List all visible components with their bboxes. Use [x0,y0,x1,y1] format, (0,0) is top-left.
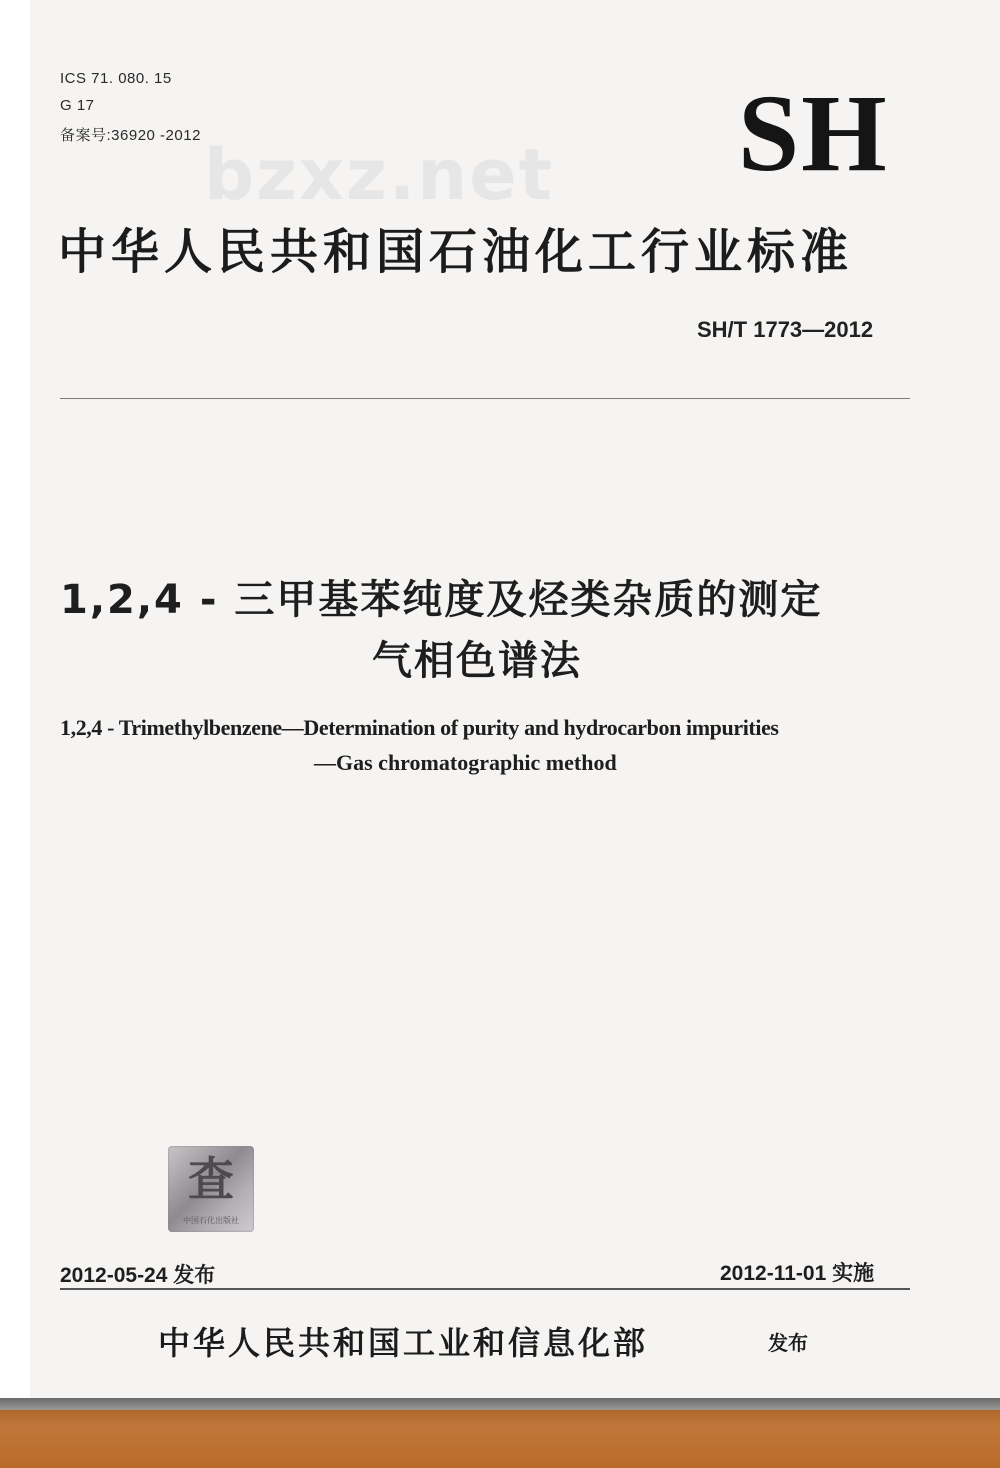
chinese-title-line1: 1,2,4 - 三甲基苯纯度及烃类杂质的测定 [60,577,823,623]
anti-counterfeit-seal [168,1146,254,1232]
watermark-text: bzxz.net [204,134,555,216]
header-divider [60,398,910,399]
ccs-code: G 17 [60,97,95,114]
seal-text: 中国石化出版社 [183,1216,239,1225]
implement-date: 2012-11-01 实施 [720,1262,875,1285]
page-margin [0,0,30,1398]
ics-code: ICS 71. 080. 15 [60,70,172,87]
filing-number: 备案号:36920 -2012 [60,127,201,144]
standard-number: SH/T 1773—2012 [697,317,874,342]
page-edge-shadow [0,1398,1000,1410]
seal-character: 査 [188,1152,234,1206]
issuing-authority: 中华人民共和国工业和信息化部 [158,1324,649,1362]
chinese-title-line2: 气相色谱法 [372,638,582,684]
issuer-suffix: 发布 [768,1331,808,1355]
publish-date: 2012-05-24 发布 [60,1264,216,1287]
sh-logo: SH [738,72,889,194]
english-title-line1: 1,2,4 - Trimethylbenzene—Determination of purity and hydrocarbon impurities [60,715,779,740]
industry-standard-title: 中华人民共和国石油化工行业标准 [58,224,854,280]
english-title-line2: —Gas chromatographic method [314,750,617,775]
date-divider [60,1288,910,1290]
